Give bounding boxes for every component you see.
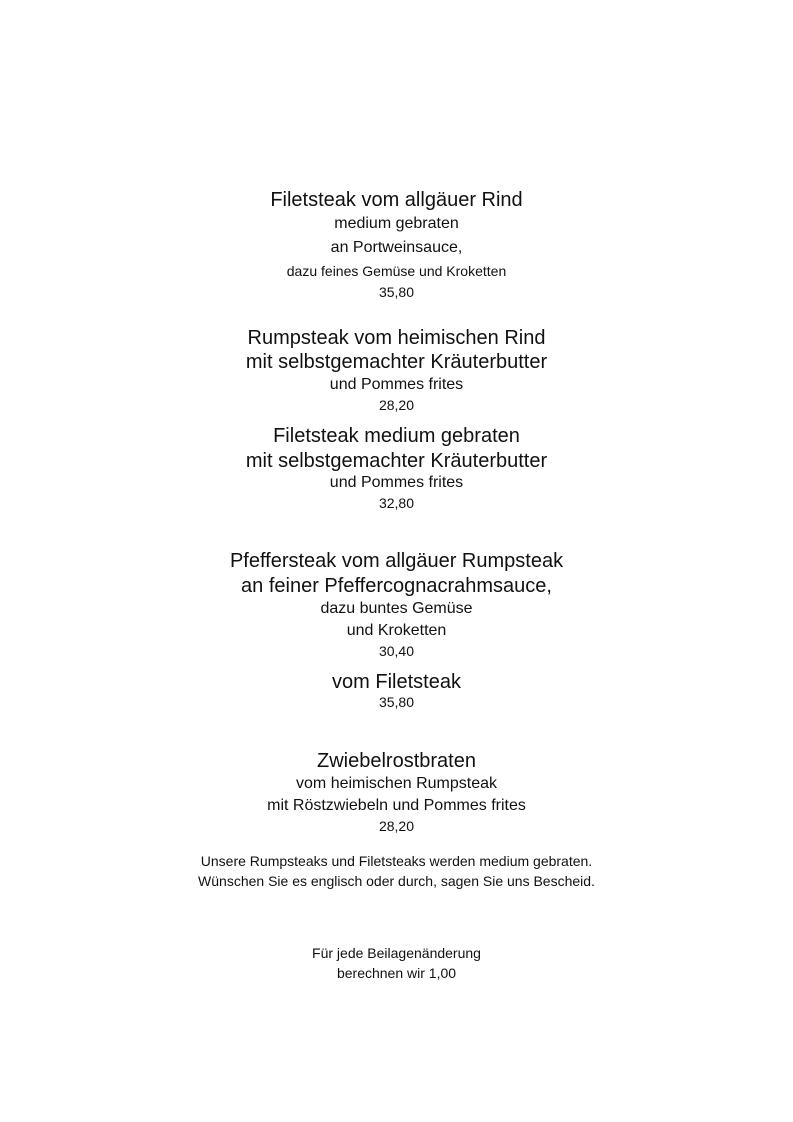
dish-description: mit selbstgemachter Kräuterbutter [245, 450, 548, 472]
dish-description: dazu feines Gemüse und Kroketten [286, 263, 507, 279]
dish-description: vom heimischen Rumpsteak [296, 775, 497, 792]
dish-description: mit selbstgemachter Kräuterbutter [245, 351, 548, 373]
dish-description: und Pommes frites [329, 376, 464, 393]
side-change-note: Für jede Beilagenänderung [312, 945, 481, 961]
dish-description: an feiner Pfeffercognacrahmsauce, [241, 575, 552, 597]
dish-price: 30,40 [378, 643, 415, 659]
cooking-note: Unsere Rumpsteaks und Filetsteaks werden medium gebraten. [200, 853, 593, 869]
dish-description: und Pommes frites [329, 474, 464, 491]
dish-price: 35,80 [378, 694, 415, 710]
dish-title: Pfeffersteak vom allgäuer Rumpsteak [229, 550, 564, 572]
dish-description: dazu buntes Gemüse [320, 600, 473, 617]
dish-price: 32,80 [378, 495, 415, 511]
side-change-note: berechnen wir 1,00 [336, 965, 457, 981]
dish-title: Filetsteak medium gebraten [273, 425, 520, 447]
dish-description: medium gebraten [334, 215, 459, 232]
dish-price: 35,80 [378, 284, 415, 300]
dish-title: vom Filetsteak [332, 671, 461, 693]
dish-title: Zwiebelrostbraten [317, 750, 476, 772]
dish-description: und Kroketten [346, 622, 447, 639]
dish-description: an Portweinsauce, [330, 239, 463, 256]
dish-title: Rumpsteak vom heimischen Rind [247, 327, 546, 349]
dish-price: 28,20 [378, 818, 415, 834]
dish-description: mit Röstzwiebeln und Pommes frites [267, 797, 526, 814]
cooking-note: Wünschen Sie es englisch oder durch, sagen Sie uns Bescheid. [198, 873, 595, 889]
dish-title: Filetsteak vom allgäuer Rind [270, 189, 523, 211]
dish-price: 28,20 [378, 397, 415, 413]
